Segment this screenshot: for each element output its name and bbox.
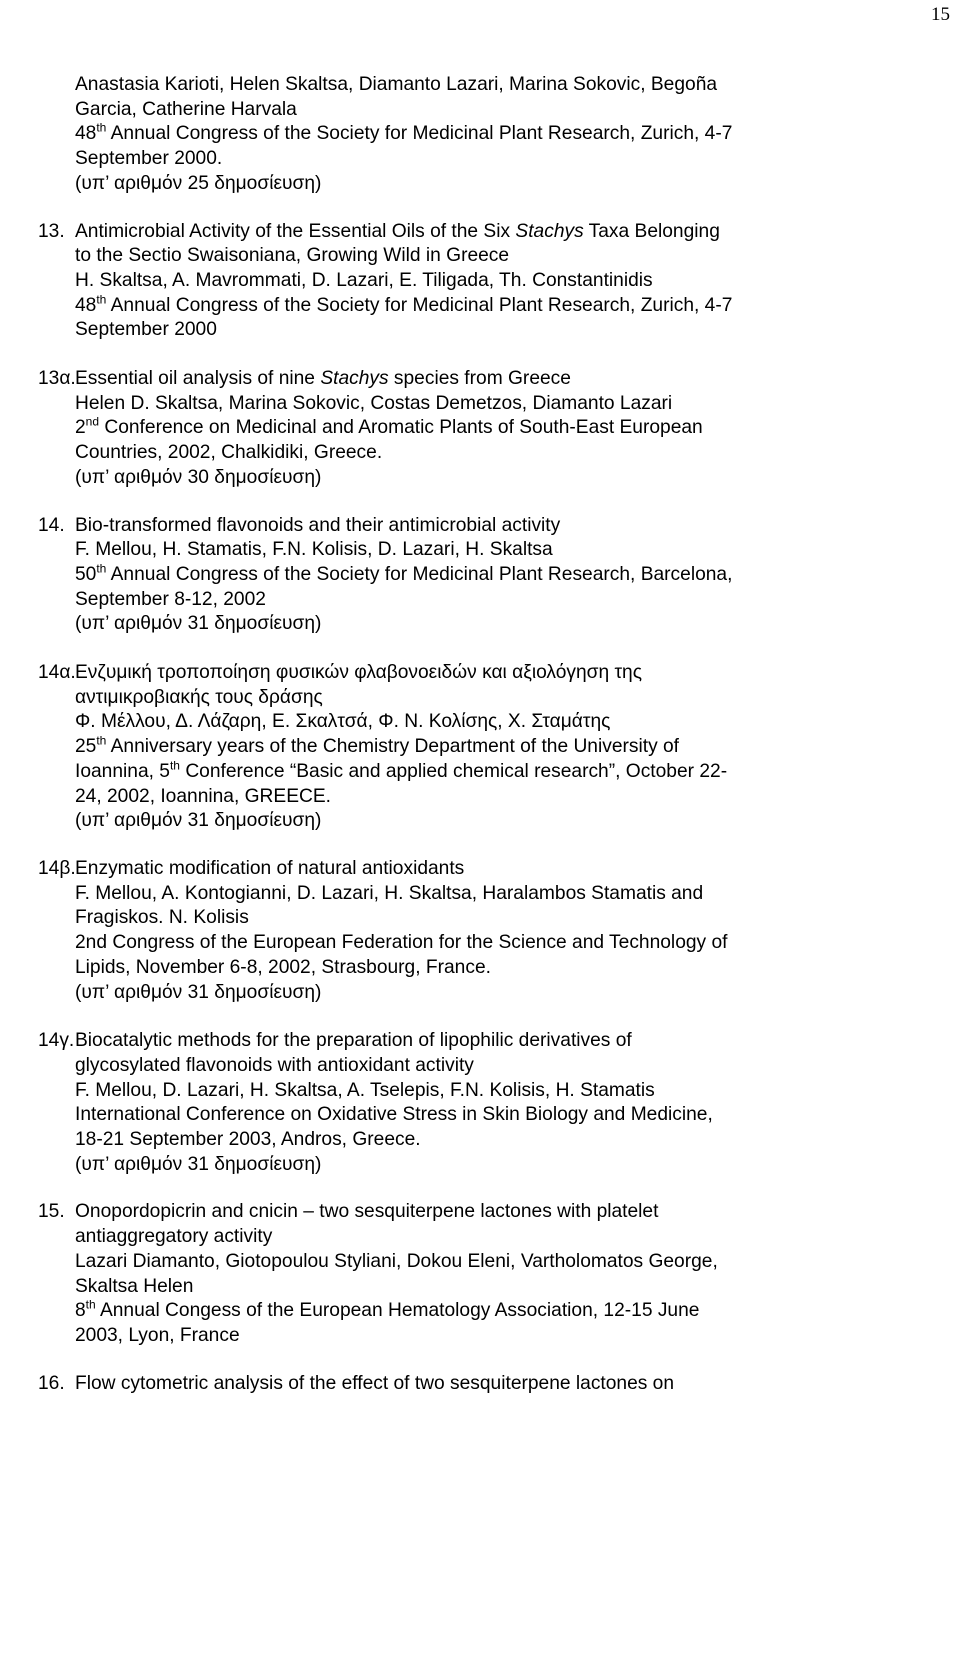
italic-term: Stachys (515, 220, 584, 242)
publication-entry (38, 220, 943, 344)
entry-line: glycosylated flavonoids with antioxidant activity (75, 1054, 474, 1076)
text-run: Annual Congess of the European Hematology Association, 12-15 June (95, 1300, 700, 1322)
entry-line: Lipids, November 6-8, 2002, Strasbourg, France. (75, 956, 491, 978)
superscript: th (85, 1297, 96, 1312)
entry-line: αντιμικροβιακής τους δράσης (75, 686, 323, 708)
text-run: Annual Congress of the Society for Medicinal Plant Research, Zurich, 4-7 (106, 294, 733, 316)
text-run: Conference on Medicinal and Aromatic Plants of South-East European (99, 417, 703, 439)
text-run: Ioannina, 5 (75, 760, 170, 782)
entry-line: H. Skaltsa, A. Mavrommati, D. Lazari, E. Tiligada, Th. Constantinidis (75, 269, 653, 291)
entry-text (75, 367, 943, 491)
entry-line: F. Mellou, H. Stamatis, F.N. Kolisis, D. Lazari, H. Skaltsa (75, 539, 553, 561)
entry-text (75, 857, 943, 1005)
text-run: Essential oil analysis of nine (75, 368, 321, 390)
publication-entry (38, 661, 943, 834)
italic-term: Stachys (320, 368, 389, 390)
superscript: th (96, 561, 107, 576)
entry-line: Helen D. Skaltsa, Marina Sokovic, Costas Demetzos, Diamanto Lazari (75, 392, 673, 414)
text-run: 25 (75, 736, 97, 758)
publication-entry (38, 1029, 943, 1177)
superscript: th (96, 733, 107, 748)
entry-line: Lazari Diamanto, Giotopoulou Styliani, Dokou Eleni, Vartholomatos George, (75, 1250, 718, 1272)
entry-line (75, 122, 943, 147)
publication-entry (38, 1200, 943, 1348)
text-run: species from Greece (388, 368, 571, 390)
entry-line: (υπ’ αριθμόν 31 δημοσίευση) (75, 810, 322, 832)
text-run: Conference “Basic and applied chemical research”, October 22- (179, 760, 728, 782)
entry-line: 2003, Lyon, France (75, 1324, 240, 1346)
entry-line: Onopordopicrin and cnicin – two sesquiterpene lactones with platelet (75, 1201, 659, 1223)
publication-entry (38, 857, 943, 1005)
entry-line (75, 735, 943, 760)
entry-text (75, 661, 943, 834)
entry-line: Fragiskos. N. Kolisis (75, 907, 249, 929)
entry-line: International Conference on Oxidative Stress in Skin Biology and Medicine, (75, 1104, 713, 1126)
entry-number (38, 73, 75, 197)
entry-text (75, 73, 943, 197)
entry-number: 14β. (38, 857, 76, 879)
entry-line (75, 563, 943, 588)
entry-line: Flow cytometric analysis of the effect of two sesquiterpene lactones on (75, 1372, 675, 1394)
entry-line: to the Sectio Swaisoniana, Growing Wild in Greece (75, 245, 510, 267)
entry-line: Countries, 2002, Chalkidiki, Greece. (75, 442, 383, 464)
entry-line (75, 294, 943, 319)
entry-number: 14γ. (38, 1030, 75, 1052)
entry-text (75, 1372, 943, 1397)
entry-number: 13α. (38, 368, 76, 390)
entry-text (75, 1029, 943, 1177)
text-run: 48 (75, 294, 97, 316)
text-run: 8 (75, 1300, 86, 1322)
entry-text (75, 220, 943, 344)
entry-line: September 2000 (75, 319, 217, 341)
entry-line: 24, 2002, Ioannina, GREECE. (75, 785, 331, 807)
entry-line: Anastasia Karioti, Helen Skaltsa, Diamanto Lazari, Marina Sokovic, Begoña (75, 74, 718, 95)
entry-line: (υπ’ αριθμόν 25 δημοσίευση) (75, 172, 322, 194)
publication-list (38, 73, 943, 1396)
superscript: th (96, 292, 107, 307)
entry-line: Enzymatic modification of natural antioxidants (75, 857, 465, 879)
entry-line: antiaggregatory activity (75, 1226, 273, 1248)
entry-line (75, 416, 943, 441)
entry-line: (υπ’ αριθμόν 31 δημοσίευση) (75, 981, 322, 1003)
publication-entry (38, 514, 943, 638)
text-run: 2 (75, 417, 86, 439)
entry-line: Ενζυμική τροποποίηση φυσικών φλαβονοειδών και αξιολόγηση της (75, 662, 642, 684)
entry-line: Bio-transformed flavonoids and their antimicrobial activity (75, 514, 561, 536)
entry-line: September 2000. (75, 148, 223, 170)
entry-line: 2nd Congress of the European Federation for the Science and Technology of (75, 932, 728, 954)
text-run: 48 (75, 123, 97, 145)
publication-entry (38, 73, 943, 197)
entry-number: 14α. (38, 662, 76, 684)
entry-line: F. Mellou, D. Lazari, H. Skaltsa, A. Tselepis, F.N. Kolisis, H. Stamatis (75, 1079, 655, 1101)
entry-line (75, 1299, 943, 1324)
page-number: 15 (931, 4, 950, 25)
superscript: th (169, 758, 180, 773)
entry-number: 16. (38, 1372, 65, 1394)
entry-line (75, 760, 943, 785)
entry-line: Φ. Μέλλου, Δ. Λάζαρη, Ε. Σκαλτσά, Φ. Ν. Κολίσης, Χ. Σταμάτης (75, 711, 611, 733)
text-run: Taxa Belonging (583, 220, 720, 242)
entry-text (75, 514, 943, 638)
entry-line: (υπ’ αριθμόν 30 δημοσίευση) (75, 466, 322, 488)
entry-line: F. Mellou, A. Kontogianni, D. Lazari, H. Skaltsa, Haralambos Stamatis and (75, 882, 704, 904)
text-run: Antimicrobial Activity of the Essential Oils of the Six (75, 220, 516, 242)
superscript: th (96, 120, 107, 135)
entry-line: (υπ’ αριθμόν 31 δημοσίευση) (75, 1153, 322, 1175)
entry-number: 15. (38, 1201, 65, 1223)
entry-line: September 8-12, 2002 (75, 588, 266, 610)
entry-text (75, 1200, 943, 1348)
entry-line: (υπ’ αριθμόν 31 δημοσίευση) (75, 613, 322, 635)
entry-line: Biocatalytic methods for the preparation of lipophilic derivatives of (75, 1030, 632, 1052)
entry-line: 18-21 September 2003, Andros, Greece. (75, 1129, 421, 1151)
superscript: nd (85, 415, 100, 429)
entry-number: 14. (38, 514, 65, 536)
text-run: Annual Congress of the Society for Medicinal Plant Research, Barcelona, (106, 563, 733, 585)
entry-line (75, 220, 943, 245)
entry-line: Garcia, Catherine Harvala (75, 98, 297, 120)
entry-line (75, 367, 943, 392)
text-run: Annual Congress of the Society for Medicinal Plant Research, Zurich, 4-7 (106, 123, 733, 145)
entry-line: Skaltsa Helen (75, 1275, 194, 1297)
text-run: Anniversary years of the Chemistry Department of the University of (106, 736, 680, 758)
entry-number: 13. (38, 220, 65, 242)
publication-entry (38, 367, 943, 491)
text-run: 50 (75, 563, 97, 585)
publication-entry (38, 1372, 943, 1397)
